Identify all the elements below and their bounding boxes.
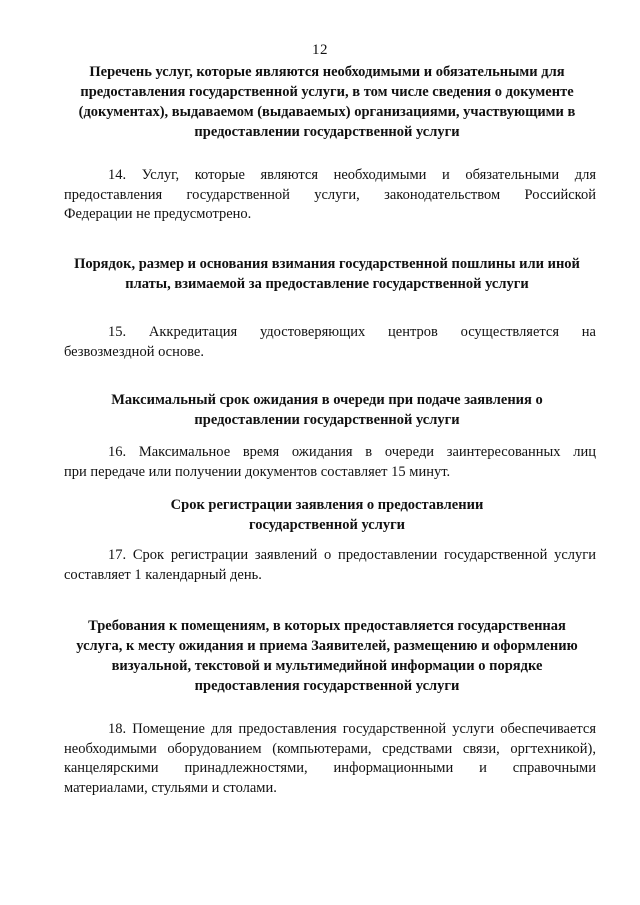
paragraph-line: 16. Максимальное время ожидания в очереди заинтересованных лиц — [108, 444, 596, 460]
section-heading-services-list — [62, 62, 592, 142]
paragraph-18 — [64, 720, 596, 798]
heading-line: Срок регистрации заявления о предоставлении — [170, 497, 484, 513]
paragraph-16 — [64, 443, 596, 482]
paragraph-line: составляет 1 календарный день. — [64, 566, 262, 583]
paragraph-line: Федерации не предусмотрено. — [64, 206, 252, 222]
paragraph-line: безвозмездной основе. — [64, 343, 204, 360]
heading-line: (документах), выдаваемом (выдаваемых) организациями, участвующими в — [78, 104, 576, 120]
heading-line: Перечень услуг, которые являются необходимыми и обязательными для — [89, 64, 565, 80]
page-number: 12 — [312, 42, 328, 58]
paragraph-15 — [64, 323, 596, 362]
heading-line: предоставления государственной услуги, в том числе сведения о документе — [80, 84, 574, 100]
paragraph-line: 18. Помещение для предоставления государственной услуги обеспечивается — [108, 721, 596, 737]
paragraph-17 — [64, 546, 596, 585]
heading-line: услуга, к месту ожидания и приема Заявителей, размещению и оформлению — [76, 638, 578, 654]
section-heading-premises-requirements — [62, 616, 592, 696]
paragraph-line: 14. Услуг, которые являются необходимыми и обязательными для — [108, 167, 596, 183]
paragraph-line: 15. Аккредитация удостоверяющих центров осуществляется на — [108, 324, 596, 340]
heading-line: предоставлении государственной услуги — [194, 124, 460, 140]
heading-line: предоставлении государственной услуги — [194, 412, 460, 428]
heading-line: предоставления государственной услуги — [194, 678, 460, 694]
heading-line: Максимальный срок ожидания в очереди при подаче заявления о — [111, 392, 543, 408]
section-heading-queue-time — [62, 390, 592, 430]
paragraph-line: материалами, стульями и столами. — [64, 779, 277, 796]
heading-line: платы, взимаемой за предоставление государственной услуги — [125, 276, 529, 292]
paragraph-line: предоставления государственной услуги, законодательством Российской — [64, 186, 596, 203]
section-heading-registration-term — [62, 495, 592, 535]
paragraph-line: при передаче или получении документов составляет 15 минут. — [64, 463, 451, 480]
section-heading-state-fee — [62, 254, 592, 294]
paragraph-line: необходимыми оборудованием (компьютерами, средствами связи, оргтехникой), — [64, 740, 596, 757]
heading-line: визуальной, текстовой и мультимедийной информации о порядке — [111, 658, 543, 674]
heading-line: государственной услуги — [248, 517, 406, 533]
paragraph-line: 17. Срок регистрации заявлений о предоставлении государственной услуги — [108, 547, 596, 563]
paragraph-line: канцелярскими принадлежностями, информационными и справочными — [64, 760, 596, 776]
paragraph-14 — [64, 166, 596, 225]
heading-line: Порядок, размер и основания взимания государственной пошлины или иной — [74, 256, 580, 272]
heading-line: Требования к помещениям, в которых предоставляется государственная — [88, 618, 566, 634]
